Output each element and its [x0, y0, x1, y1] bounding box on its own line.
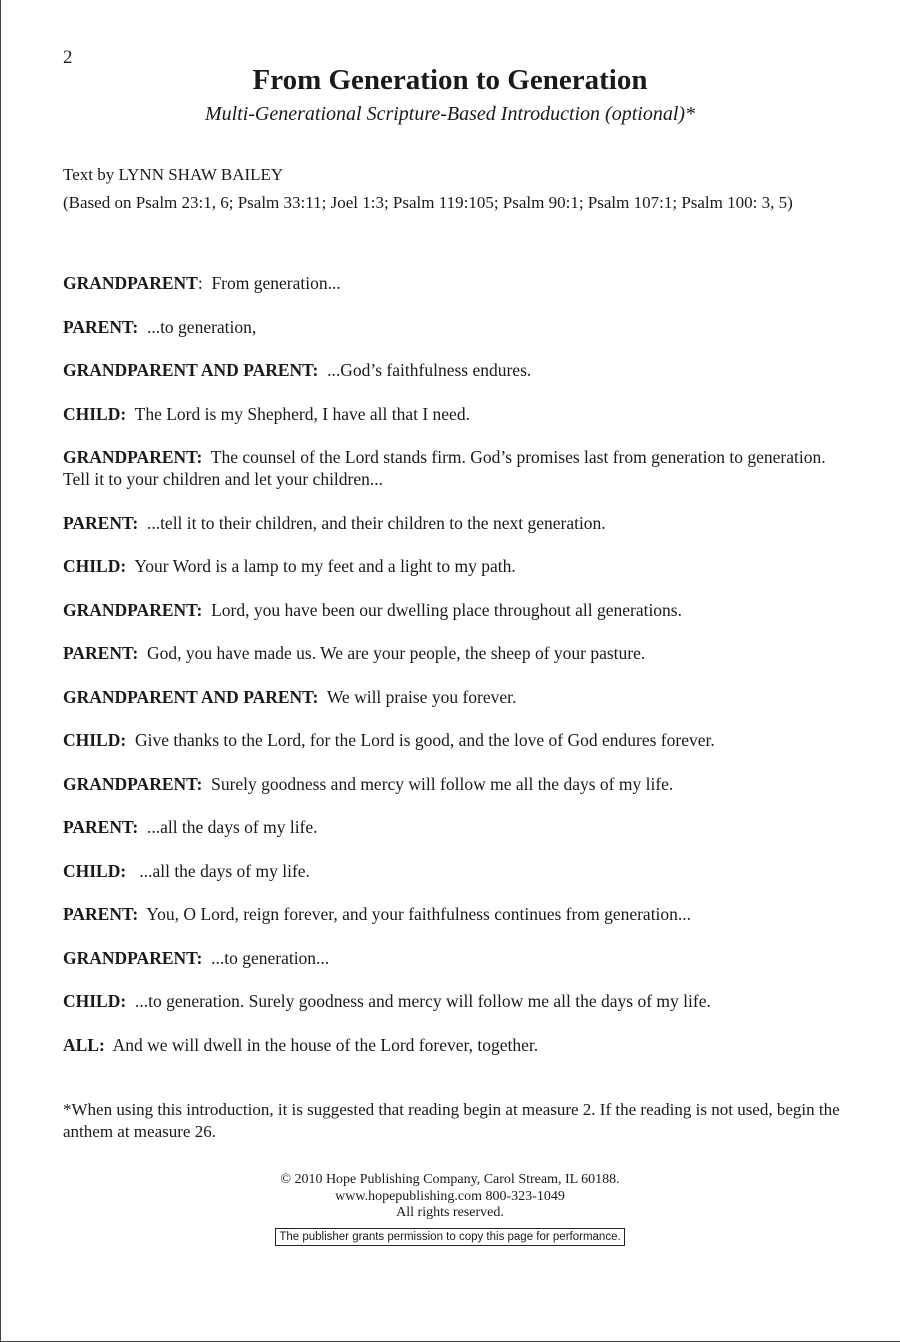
script-line: [63, 555, 838, 577]
script-line: [63, 990, 838, 1012]
speaker-label: PARENT:: [63, 643, 139, 663]
speaker-label: CHILD:: [63, 991, 127, 1011]
speaker-separator: [202, 447, 210, 467]
speaker-label: GRANDPARENT:: [63, 599, 203, 620]
page-number: 2: [63, 47, 73, 68]
speaker-label: CHILD:: [63, 403, 127, 424]
script-line: [63, 316, 838, 338]
spoken-text: The Lord is my Shepherd, I have all that I need.: [134, 403, 470, 424]
rights-reserved: All rights reserved.: [396, 1205, 504, 1220]
scripture-references: (Based on Psalm 23:1, 6; Psalm 33:11; Joel 1:3; Psalm 119:105; Psalm 90:1; Psalm 107:1; Psalm 100: 3, 5): [63, 193, 793, 212]
script-line: [63, 903, 838, 925]
speaker-label: PARENT:: [63, 512, 139, 533]
script-line: [63, 1034, 838, 1056]
speaker-label: CHILD:: [63, 730, 127, 750]
speaker-separator: [202, 948, 211, 968]
script-line: [63, 512, 838, 534]
footnote: *When using this introduction, it is suggested that reading begin at measure 2. If the reading is not used, begin the anthem at measure 26.: [63, 1100, 840, 1141]
speaker-separator: [138, 317, 147, 337]
script-line: [63, 403, 838, 425]
speaker-separator: [318, 687, 326, 707]
spoken-text: Your Word is a lamp to my feet and a light to my path.: [134, 556, 516, 576]
spoken-text: ...to generation,: [146, 316, 257, 337]
speaker-separator: [138, 643, 147, 663]
speaker-label: CHILD:: [63, 860, 127, 881]
speaker-separator: [105, 1035, 113, 1055]
publisher-contact: www.hopepublishing.com 800-323-1049: [335, 1188, 565, 1204]
speaker-label: GRANDPARENT:: [63, 947, 203, 968]
spoken-text: From generation...: [211, 273, 341, 293]
speaker-label: PARENT:: [63, 316, 139, 337]
speaker-label: GRANDPARENT: [63, 273, 198, 293]
speaker-label: GRANDPARENT AND PARENT:: [63, 360, 319, 380]
page-title: From Generation to Generation: [252, 64, 648, 96]
speaker-label: CHILD:: [63, 556, 127, 576]
speaker-separator: [138, 817, 147, 837]
script-line: [63, 446, 838, 490]
script-line: [63, 686, 838, 708]
spoken-text: ...God’s faithfulness endures.: [327, 360, 532, 380]
spoken-text: We will praise you forever.: [326, 686, 517, 707]
reading-script: [63, 272, 838, 1077]
page-edge-left: [0, 0, 1, 1342]
speaker-label: GRANDPARENT:: [63, 773, 203, 794]
text-credit: Text by LYNN SHAW BAILEY: [63, 165, 284, 184]
copyright-block: [0, 1172, 900, 1222]
speaker-separator: [202, 600, 211, 620]
script-line: [63, 947, 838, 969]
speaker-separator: [126, 730, 135, 750]
speaker-label: PARENT:: [63, 904, 139, 924]
speaker-label: GRANDPARENT AND PARENT:: [63, 686, 319, 707]
speaker-label: GRANDPARENT:: [63, 447, 203, 467]
script-line: [63, 642, 838, 664]
speaker-separator: [138, 513, 147, 533]
script-line: [63, 773, 838, 795]
speaker-separator: [126, 861, 139, 881]
spoken-text: ...all the days of my life.: [146, 817, 318, 837]
speaker-label: ALL:: [63, 1034, 105, 1055]
spoken-text: The counsel of the Lord stands firm. God’s promises last from generation to generation. Tell it to your children and let your children...: [63, 447, 826, 489]
script-line: [63, 816, 838, 838]
spoken-text: You, O Lord, reign forever, and your faithfulness continues from generation...: [146, 904, 692, 924]
permission-wrapper: [0, 1227, 900, 1246]
spoken-text: Lord, you have been our dwelling place throughout all generations.: [211, 599, 682, 620]
speaker-separator: [318, 360, 327, 380]
page-subtitle: Multi-Generational Scripture-Based Introduction (optional)*: [204, 103, 696, 125]
spoken-text: Surely goodness and mercy will follow me all the days of my life.: [211, 773, 674, 794]
spoken-text: God, you have made us. We are your people, the sheep of your pasture.: [146, 643, 646, 663]
speaker-separator: [126, 991, 135, 1011]
spoken-text: Give thanks to the Lord, for the Lord is good, and the love of God endures forever.: [134, 730, 715, 750]
spoken-text: And we will dwell in the house of the Lord forever, together.: [112, 1034, 539, 1055]
spoken-text: ...all the days of my life.: [139, 860, 310, 881]
speaker-separator: [126, 404, 134, 424]
speaker-separator: :: [197, 273, 212, 293]
permission-notice: The publisher grants permission to copy this page for performance.: [275, 1228, 624, 1246]
script-line: [63, 599, 838, 621]
script-line: [63, 359, 838, 381]
spoken-text: ...tell it to their children, and their children to the next generation.: [146, 512, 606, 533]
script-line: [63, 729, 838, 751]
script-line: [63, 860, 838, 882]
copyright-line: © 2010 Hope Publishing Company, Carol Stream, IL 60188.: [280, 1172, 620, 1187]
speaker-separator: [202, 774, 211, 794]
script-line: [63, 272, 838, 294]
speaker-label: PARENT:: [63, 817, 139, 837]
spoken-text: ...to generation...: [211, 947, 330, 968]
spoken-text: ...to generation. Surely goodness and mercy will follow me all the days of my life.: [134, 991, 711, 1011]
